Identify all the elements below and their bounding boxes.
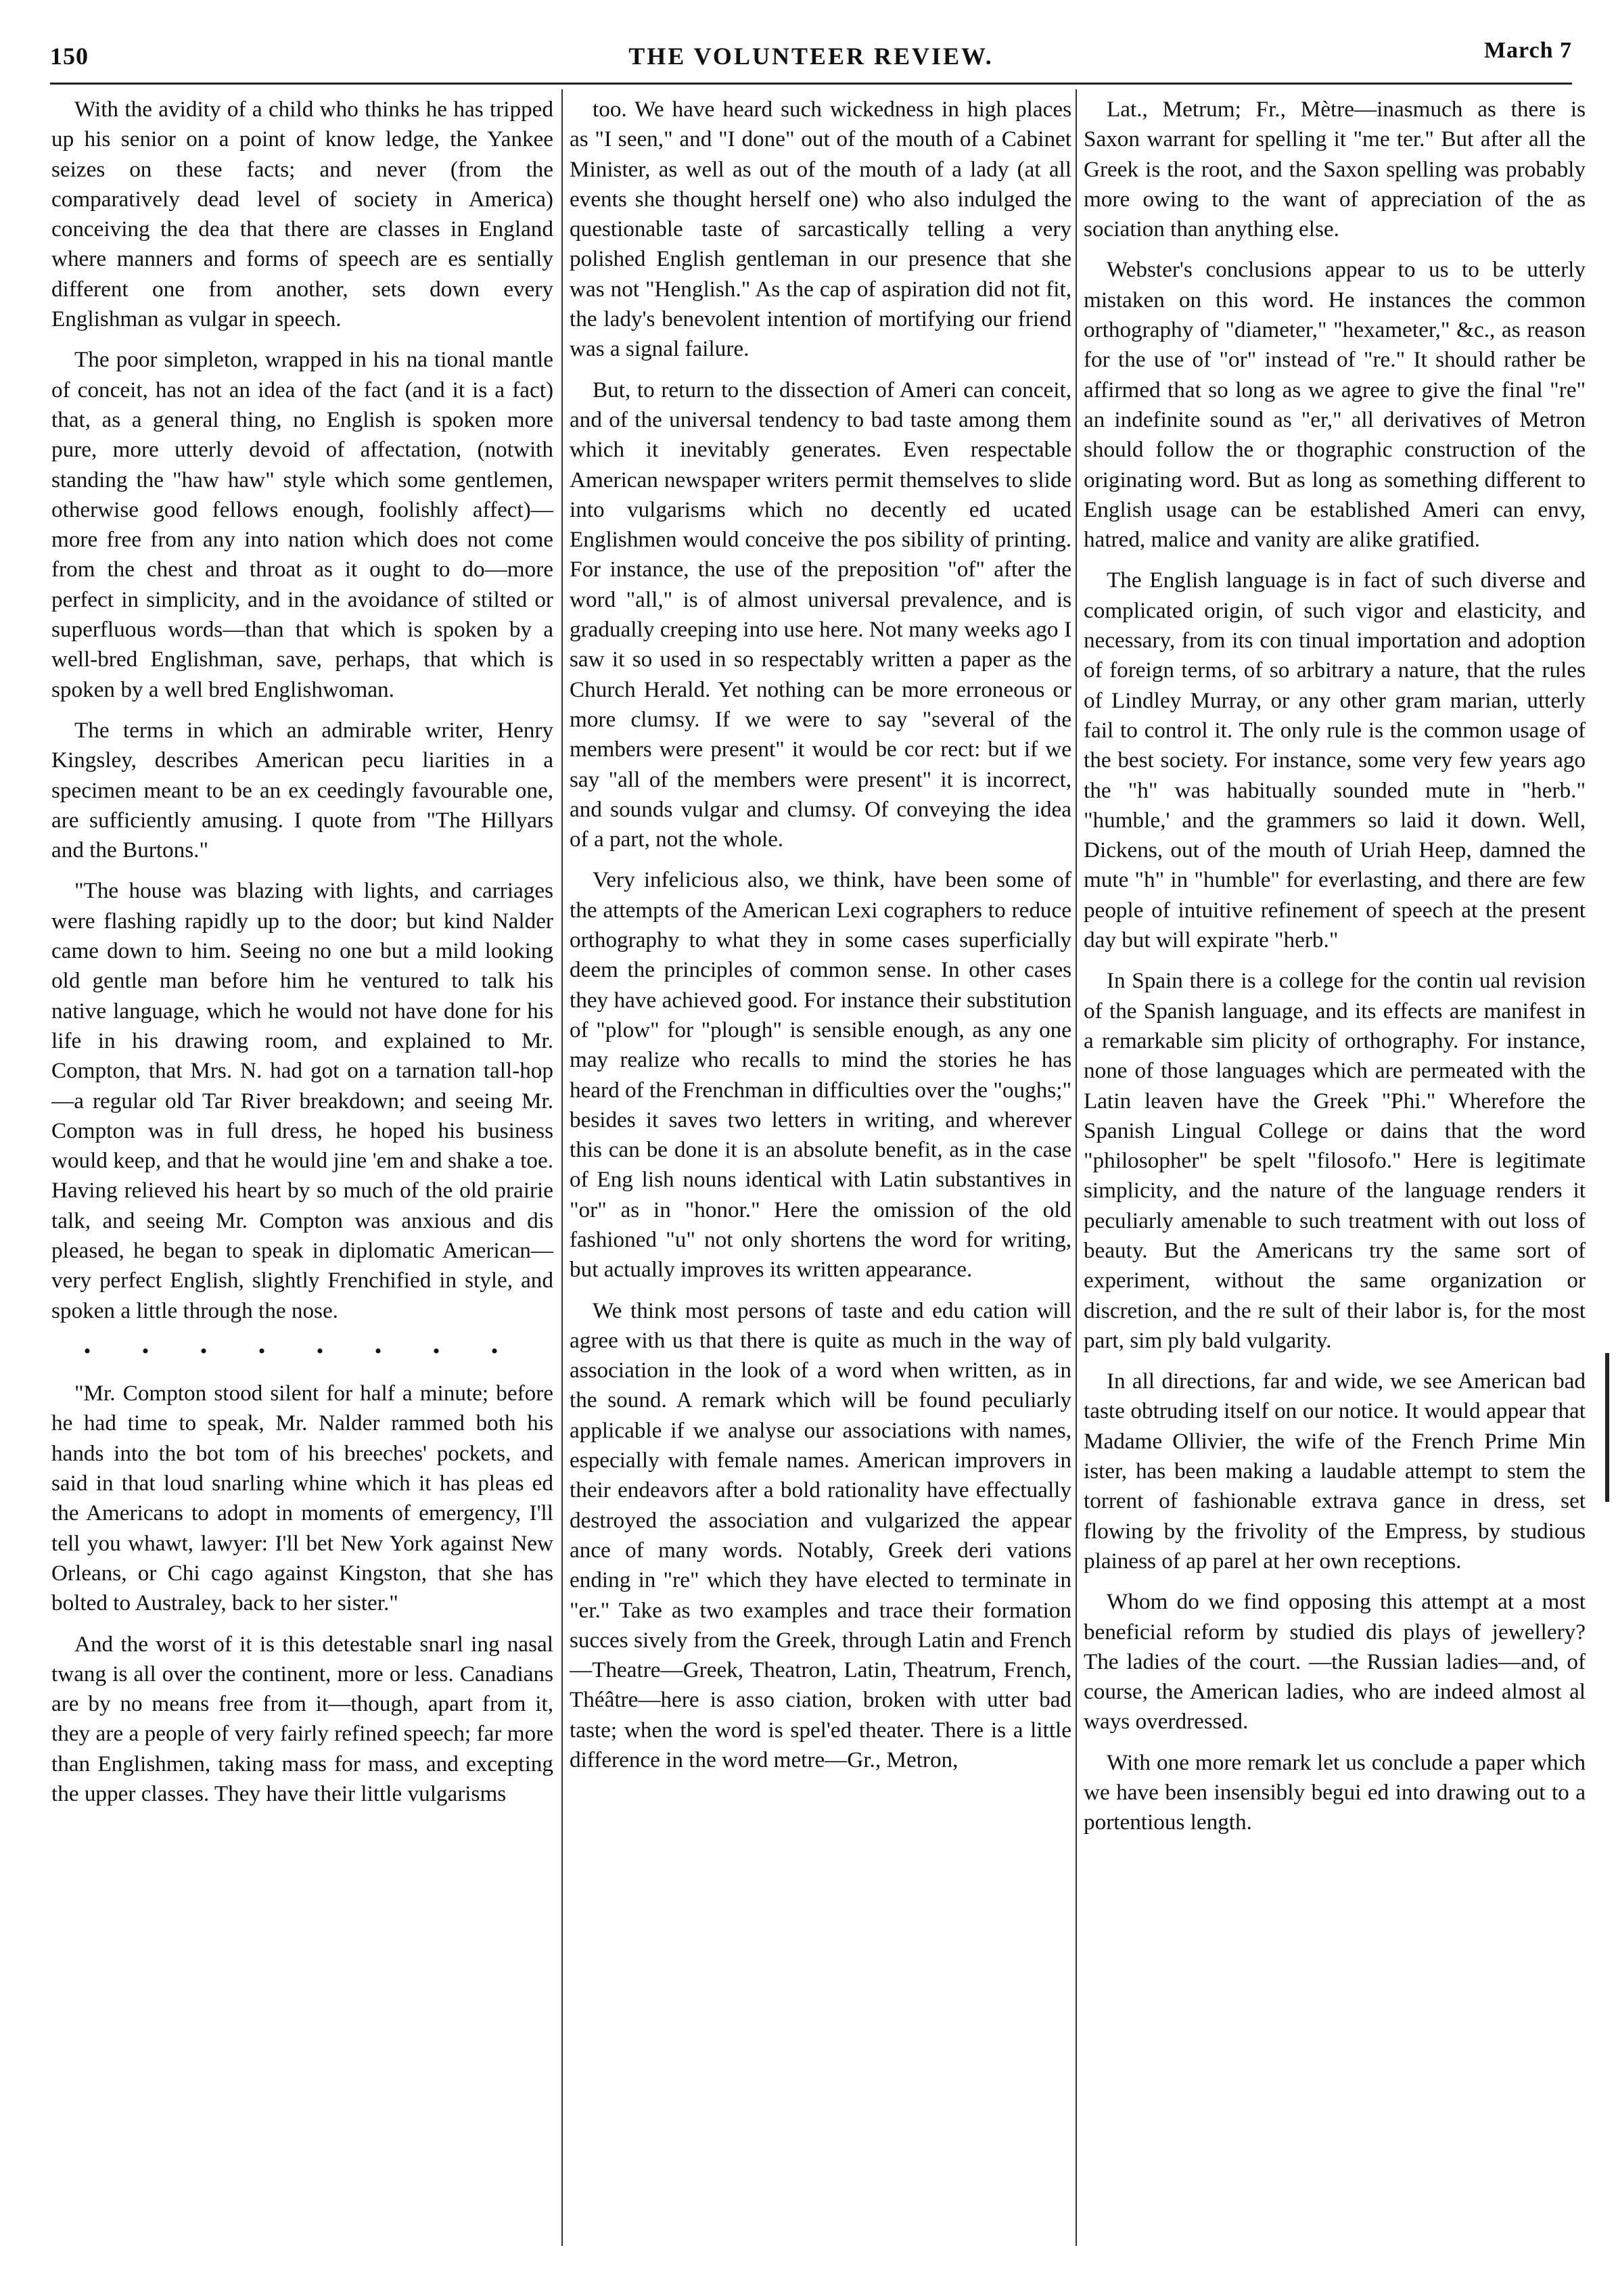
paragraph: But, to return to the dissection of Ameri can conceit, and of the universal tendency to bad taste among them which it inevitably generates. Even respectable American newspaper writers permit themselves to slide into vulgarisms which no decently ed ucated Englishmen would conceive the pos sibility of printing. For instance, the use of the preposition "of" after the word "all," is of almost universal prevalence, and is gradually creeping into use here. Not many weeks ago I saw it so used in so respectably written a paper as the Church Herald. Yet nothing can be more erroneous or more clumsy. If we were to say "several of the members were present" it would be cor rect: but if we say "all of the members were present" it is incorrect, and sounds vulgar and clumsy. Of conveying the idea of a part, not the whole. <box>570 377 1071 852</box>
column-divider <box>561 89 563 2246</box>
paragraph: And the worst of it is this detestable snarl ing nasal twang is all over the continent, more or less. Canadians are by no means free from it—though, apart from it, they are a people of very fairly refined speech; far more than Englishmen, taking mass for mass, and excepting the upper classes. They have their little vulgarisms <box>51 1631 553 1807</box>
paragraph: With one more remark let us conclude a paper which we have been insensibly begui ed into drawing out to a portentious length. <box>1084 1749 1586 1835</box>
section-separator: • • • • • • • • <box>83 1339 522 1362</box>
paragraph: Very infelicious also, we think, have been some of the attempts of the American Lexi cographers to reduce orthography to what they in some cases superficially deem the principles of common sense. In other cases they have achieved good. For instance their substitution of "plow" for "plough" is sensible enough, as any one may realize who recalls to mind the stories he has heard of the Frenchman in difficulties over the "oughs;" besides it saves two letters in writing, and wherever this can be done it is an absolute benefit, as in the case of Eng lish nouns identical with Latin substantives in "or" as in "honor." Here the omission of the old fashioned "u" not only shortens the word for writing, but actually improves its written appearance. <box>570 867 1071 1283</box>
paragraph: With the avidity of a child who thinks he has tripped up his senior on a point of know ledge, the Yankee seizes on these facts; and never (from the comparatively dead level of society in America) conceiving the dea that there are classes in England where manners and forms of speech are es sentially different one from another, sets down every Englishman as vulgar in speech. <box>51 97 553 332</box>
publication-title: THE VOLUNTEER REVIEW. <box>628 43 994 70</box>
issue-date: March 7 <box>1483 38 1572 63</box>
paragraph: The English language is in fact of such diverse and complicated origin, of such vigor and elasticity, and necessary, from its con tinual importation and adoption of foreign terms, of so arbitrary a nature, that the rules of Lindley Murray, or any other gram marian, utterly fail to control it. The only rule is the common usage of the best society. For instance, some very few years ago the "h" was habitually sounded mute in "herb." "humble,' and the grammers so laid it down. Well, Dickens, out of the mouth of Uriah Heep, damned the mute "h" in "humble" for everlasting, and there are few people of intuitive refinement of speech at the present day but will expirate "herb." <box>1084 568 1586 953</box>
paragraph: In Spain there is a college for the contin ual revision of the Spanish language, and its effects are manifest in a remarkable sim plicity of orthography. For instance, none of those languages which are permeated with the Latin leaven have the Greek "Phi." Wherefore the Spanish Lingual College or dains that the word "philosopher" be spelt "filosofo." Here is legitimate simplicity, and the nature of the language renders it peculiarly amenable to such treatment with out loss of beauty. But the Americans try the same sort of experiment, without the same organization or discretion, and the re sult of their labor is, for the most part, sim ply bald vulgarity. <box>1084 968 1586 1353</box>
paragraph: Lat., Metrum; Fr., Mètre—inasmuch as there is Saxon warrant for spelling it "me ter." But after all the Greek is the root, and the Saxon spelling was probably more owing to the want of appreciation of the as sociation than anything else. <box>1084 97 1586 242</box>
paragraph: Whom do we find opposing this attempt at a most beneficial reform by studied dis plays of jewellery? The ladies of the court. —the Russian ladies—and, of course, the American ladies, who are indeed almost al ways overdressed. <box>1084 1589 1586 1735</box>
quoted-paragraph: "The house was blazing with lights, and carriages were flashing rapidly up to the door; but kind Nalder came down to him. Seeing no one but a mild looking old gentle man before him he ventured to talk his native language, which he would not have done for his life in his drawing room, and explained to Mr. Compton, that Mrs. N. had got on a tarnation tall-hop—a regular old Tar River breakdown; and seeing Mr. Compton was in full dress, he hoped his business would keep, and that he would jine 'em and shake a toe. Having relieved his heart by so much of the old prairie talk, and seeing Mr. Compton was anxious and dis pleased, he began to speak in diplomatic American—very perfect English, slightly Frenchified in style, and spoken a little through the nose. <box>51 878 553 1323</box>
paragraph: too. We have heard such wickedness in high places as "I seen," and "I done" out of the mouth of a Cabinet Minister, as well as out of the mouth of a lady (at all events she thought herself one) who also indulged the questionable taste of sarcastically telling a very polished English gentleman in our presence that she was not "Henglish." As the cap of aspiration did not fit, the lady's benevolent intention of mortifying our friend was a signal failure. <box>570 97 1071 362</box>
header-rule <box>50 83 1572 85</box>
binding-edge-mark <box>1605 1353 1609 1502</box>
page-number: 150 <box>50 43 89 70</box>
column-1 <box>51 95 553 2226</box>
quoted-paragraph: "Mr. Compton stood silent for half a minute; before he had time to speak, Mr. Nalder rammed both his hands into the bot tom of his breeches' pockets, and said in that loud snarling whine which it has pleas ed the Americans to adopt in moments of emergency, I'll tell you whawt, lawyer: I'll bet New York against New Orleans, or Chi cago against Kingston, that she has bolted to Australey, back to her sister." <box>51 1381 553 1616</box>
column-2 <box>570 95 1071 2226</box>
paragraph: The poor simpleton, wrapped in his na tional mantle of conceit, has not an idea of the fact (and it is a fact) that, as a general thing, no English is spoken more pure, more utterly devoid of affectation, (notwith standing the "haw haw" style which some gentlemen, otherwise good fellows enough, foolishly affect)—more free from any into nation which does not come from the chest and throat as it ought to do—more perfect in simplicity, and in the avoidance of stilted or superfluous words—than that which is spoken by a well-bred Englishman, save, perhaps, that which is spoken by a well bred Englishwoman. <box>51 347 553 702</box>
paragraph: In all directions, far and wide, we see American bad taste obtruding itself on our notice. It would appear that Madame Ollivier, the wife of the French Prime Min ister, has been making a laudable attempt to stem the torrent of fashionable extrava gance in dress, set flowing by the frivolity of the Empress, by studious plainess of ap parel at her own receptions. <box>1084 1369 1586 1574</box>
column-divider <box>1076 89 1077 2246</box>
paragraph: The terms in which an admirable writer, Henry Kingsley, describes American pecu liarities in a specimen meant to be an ex ceedingly favourable one, are sufficiently amusing. I quote from "The Hillyars and the Burtons." <box>51 717 553 863</box>
paragraph: Webster's conclusions appear to us to be utterly mistaken on this word. He instances the common orthography of "diameter," "hexameter," &c., as reason for the use of "or" instead of "re." It should rather be affirmed that so long as we agree to give the final "re" an indefinite sound as "er," all derivatives of Metron should follow the or thographic construction of the originating word. But as long as something different to English usage can be established Ameri can envy, hatred, malice and vanity are alike gratified. <box>1084 257 1586 553</box>
page-header <box>50 35 1572 76</box>
column-3 <box>1084 95 1586 2226</box>
paragraph: We think most persons of taste and edu cation will agree with us that there is quite as much in the way of association in the look of a word when written, as in the sound. A remark which will be found peculiarly applicable if we analyse our associations with names, especially with female names. American improvers in their endeavors after a bold rationality have effectually destroyed the association and vulgarized the appear ance of many words. Notably, Greek deri vations ending in "re" which they have elected to terminate in "er." Take as two examples and trace their formation succes sively from the Greek, through Latin and French—Theatre—Greek, Theatron, Latin, Theatrum, French, Théâtre—here is asso ciation, broken with utter bad taste; when the word is spel'ed theater. There is a little difference in the word metre—Gr., Metron, <box>570 1298 1071 1773</box>
